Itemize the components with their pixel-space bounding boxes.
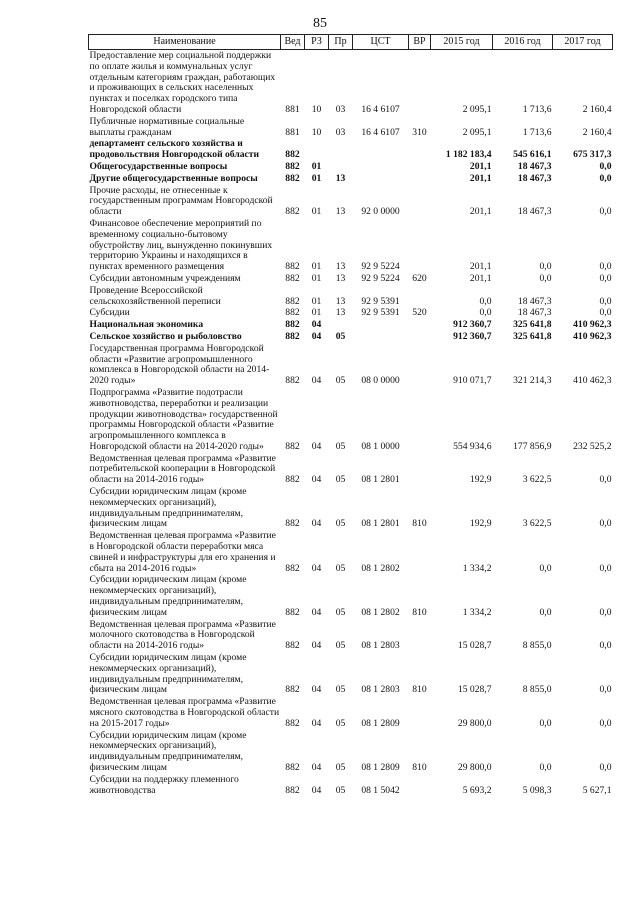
table-row xyxy=(89,652,613,696)
row-rz: 10 xyxy=(311,126,322,138)
row-2015: 1 334,2 xyxy=(462,562,492,574)
row-rz: 04 xyxy=(311,606,322,618)
table-row xyxy=(89,173,613,185)
row-2015: 29 800,0 xyxy=(457,717,492,729)
table-row xyxy=(89,619,613,652)
row-cst: 92 9 5224 xyxy=(361,272,400,284)
row-2017: 0,0 xyxy=(599,295,612,307)
row-rz: 04 xyxy=(311,518,322,530)
row-pr: 05 xyxy=(335,474,346,486)
row-name: Сельское хозяйство и рыболовство xyxy=(89,330,242,342)
row-rz: 04 xyxy=(311,562,322,574)
row-2017: 0,0 xyxy=(599,518,612,530)
row-pr xyxy=(329,138,353,161)
row-cst: 08 1 0000 xyxy=(361,440,400,452)
table-row xyxy=(89,50,613,116)
header-pr: Пр xyxy=(329,35,353,50)
row-2016: 0,0 xyxy=(539,261,552,273)
row-name: Субсидии на поддержку племенного животноводства xyxy=(89,773,239,796)
row-2017: 0,0 xyxy=(599,684,612,696)
row-vr xyxy=(409,619,431,652)
row-2015: 1 182 183,4 xyxy=(445,149,492,161)
row-name: Другие общегосударственные вопросы xyxy=(89,172,258,184)
table-row xyxy=(89,218,613,273)
row-pr: 03 xyxy=(335,103,346,115)
row-vr xyxy=(409,774,431,797)
row-cst: 08 1 2809 xyxy=(361,717,400,729)
row-2017: 675 317,3 xyxy=(573,149,612,161)
row-2016: 5 098,3 xyxy=(522,784,552,796)
row-2015: 554 934,6 xyxy=(453,440,492,452)
row-cst: 08 1 2802 xyxy=(361,606,400,618)
table-body xyxy=(89,50,613,797)
row-ved: 882 xyxy=(285,640,300,652)
row-2017: 0,0 xyxy=(599,272,612,284)
row-vr: 810 xyxy=(412,684,427,696)
row-rz: 04 xyxy=(311,440,322,452)
row-rz xyxy=(305,138,329,161)
row-2016: 8 855,0 xyxy=(522,640,552,652)
row-2017: 410 462,3 xyxy=(573,375,612,387)
row-vr xyxy=(409,185,431,218)
row-2016: 1 713,6 xyxy=(522,126,552,138)
row-2015: 910 071,7 xyxy=(453,375,492,387)
row-2015: 201,1 xyxy=(469,172,492,184)
header-rz: РЗ xyxy=(305,35,329,50)
table-header-row xyxy=(89,35,613,50)
table-row xyxy=(89,331,613,343)
row-vr: 810 xyxy=(412,518,427,530)
row-name: Субсидии юридическим лицам (кроме некоммерческих организаций), индивидуальным предпринимателям, физическим лицам xyxy=(89,486,247,530)
row-name: Проведение Всероссийской сельскохозяйственной переписи xyxy=(89,284,221,307)
row-pr: 13 xyxy=(335,206,346,218)
row-vr xyxy=(409,161,431,173)
table-row xyxy=(89,574,613,618)
row-rz: 04 xyxy=(311,330,322,342)
row-2017: 410 962,3 xyxy=(573,319,612,331)
row-2017: 0,0 xyxy=(599,474,612,486)
row-rz: 04 xyxy=(311,684,322,696)
page-number: 85 xyxy=(313,16,327,31)
row-rz: 04 xyxy=(311,319,322,331)
row-cst: 08 1 2801 xyxy=(361,518,400,530)
row-ved: 882 xyxy=(285,160,300,172)
row-2016: 0,0 xyxy=(539,562,552,574)
row-2017: 0,0 xyxy=(599,762,612,773)
row-ved: 882 xyxy=(285,440,300,452)
row-rz: 04 xyxy=(311,375,322,387)
row-2016: 0,0 xyxy=(539,762,552,773)
row-pr: 13 xyxy=(335,307,346,319)
row-pr: 05 xyxy=(335,440,346,452)
row-ved: 881 xyxy=(285,126,300,138)
row-2017: 2 160,4 xyxy=(582,103,612,115)
row-rz: 01 xyxy=(311,295,322,307)
row-2017: 0,0 xyxy=(599,606,612,618)
row-2016: 325 641,8 xyxy=(513,330,552,342)
row-2016: 0,0 xyxy=(539,717,552,729)
row-2017: 232 525,2 xyxy=(573,440,612,452)
row-name: Ведомственная целевая программа «Развитие молочного скотоводства в Новгородской области на 2014-2016 годы» xyxy=(89,618,276,652)
row-ved: 882 xyxy=(285,330,300,342)
row-vr xyxy=(409,218,431,273)
table-row xyxy=(89,285,613,308)
row-2015: 2 095,1 xyxy=(462,103,492,115)
row-pr: 05 xyxy=(335,717,346,729)
row-ved: 882 xyxy=(285,272,300,284)
row-vr: 620 xyxy=(412,272,427,284)
row-2015: 15 028,7 xyxy=(457,640,492,652)
row-ved: 882 xyxy=(285,375,300,387)
table-row xyxy=(89,774,613,797)
row-name: Общегосударственные вопросы xyxy=(89,160,228,172)
row-2016: 545 616,1 xyxy=(513,149,552,161)
row-2016: 18 467,3 xyxy=(517,172,552,184)
row-cst xyxy=(353,173,409,185)
row-2017: 0,0 xyxy=(599,172,612,184)
header-cst: ЦСТ xyxy=(353,35,409,50)
row-cst xyxy=(353,161,409,173)
row-cst: 08 1 2803 xyxy=(361,684,400,696)
row-2015: 29 800,0 xyxy=(457,762,492,773)
table-row xyxy=(89,273,613,285)
row-vr xyxy=(409,530,431,574)
header-2015: 2015 год xyxy=(431,35,493,50)
row-2016: 321 214,3 xyxy=(513,375,552,387)
row-2017: 2 160,4 xyxy=(582,126,612,138)
row-rz: 04 xyxy=(311,474,322,486)
row-name: Субсидии юридическим лицам (кроме некоммерческих организаций), индивидуальным предпринимателям, физическим лицам xyxy=(89,574,247,618)
row-2017: 0,0 xyxy=(599,206,612,218)
row-ved: 881 xyxy=(285,103,300,115)
row-2016: 3 622,5 xyxy=(522,518,552,530)
row-pr: 13 xyxy=(335,272,346,284)
row-cst xyxy=(353,319,409,331)
row-pr: 05 xyxy=(335,762,346,773)
row-vr xyxy=(409,173,431,185)
row-2017: 0,0 xyxy=(599,640,612,652)
row-2015: 912 360,7 xyxy=(453,319,492,331)
row-vr: 810 xyxy=(412,606,427,618)
row-2017: 5 627,1 xyxy=(582,784,612,796)
row-rz: 04 xyxy=(311,762,322,773)
row-2017: 410 962,3 xyxy=(573,330,612,342)
header-ved: Вед xyxy=(281,35,305,50)
row-2015: 0,0 xyxy=(479,307,492,319)
row-pr: 13 xyxy=(335,261,346,273)
row-name: Субсидии юридическим лицам (кроме некоммерческих организаций), индивидуальным предпринимателям, физическим лицам xyxy=(89,729,247,773)
table-row xyxy=(89,387,613,453)
row-vr xyxy=(409,343,431,387)
row-pr: 05 xyxy=(335,562,346,574)
row-rz: 01 xyxy=(311,307,322,319)
row-2017: 0,0 xyxy=(599,261,612,273)
row-2016: 8 855,0 xyxy=(522,684,552,696)
row-ved: 882 xyxy=(285,474,300,486)
row-name: Государственная программа Новгородской области «Развитие агропромышленного комплекса в Новгородской области на 2014-2020 годы» xyxy=(89,342,270,387)
row-rz: 04 xyxy=(311,640,322,652)
row-2015: 201,1 xyxy=(469,206,492,218)
row-2015: 15 028,7 xyxy=(457,684,492,696)
row-2016: 1 713,6 xyxy=(522,103,552,115)
row-pr: 13 xyxy=(335,295,346,307)
row-cst: 08 1 2803 xyxy=(361,640,400,652)
row-ved: 882 xyxy=(285,149,300,161)
budget-table xyxy=(88,34,613,796)
row-2016: 18 467,3 xyxy=(517,160,552,172)
row-vr xyxy=(409,331,431,343)
row-ved: 882 xyxy=(285,717,300,729)
row-name: Предоставление мер социальной поддержки по оплате жилья и коммунальных услуг отдельным категориям граждан, работающих и проживающих в сельских населенных пунктах и поселках городского типа Новгородской области xyxy=(89,50,276,115)
row-2015: 201,1 xyxy=(469,272,492,284)
row-vr xyxy=(409,387,431,453)
table-row xyxy=(89,486,613,530)
row-ved: 882 xyxy=(285,295,300,307)
row-2015: 1 334,2 xyxy=(462,606,492,618)
row-name: Подпрограмма «Развитие подотрасли животноводства, переработки и реализации продукции животноводства» государственной программы Новгородской области «Развитие агропромышленного комплекса в Новгородской области на 2014-2020 годы» xyxy=(89,386,278,452)
row-ved: 882 xyxy=(285,784,300,796)
row-cst: 92 0 0000 xyxy=(361,206,400,218)
table-row xyxy=(89,116,613,139)
header-vr: ВР xyxy=(409,35,431,50)
table-row xyxy=(89,730,613,774)
row-vr xyxy=(409,319,431,331)
table-row xyxy=(89,138,613,161)
row-ved: 882 xyxy=(285,261,300,273)
row-ved: 882 xyxy=(285,684,300,696)
row-vr: 520 xyxy=(412,307,427,319)
row-2017: 0,0 xyxy=(599,717,612,729)
row-name: Субсидии юридическим лицам (кроме некоммерческих организаций), индивидуальным предпринимателям, физическим лицам xyxy=(89,652,247,696)
table-row xyxy=(89,343,613,387)
row-name: Финансовое обеспечение мероприятий по временному социально-бытовому обустройству лиц, вынужденно покинувших территорию Украины и находящихся в пунктах временного размещения xyxy=(89,217,273,273)
row-ved: 882 xyxy=(285,206,300,218)
row-2015: 192,9 xyxy=(469,474,492,486)
row-cst: 16 4 6107 xyxy=(361,126,400,138)
row-2016: 3 622,5 xyxy=(522,474,552,486)
row-pr: 05 xyxy=(335,640,346,652)
row-ved: 882 xyxy=(285,762,300,773)
row-2015: 201,1 xyxy=(469,160,492,172)
table-row xyxy=(89,307,613,319)
row-cst xyxy=(353,331,409,343)
row-name: Национальная экономика xyxy=(89,319,204,331)
row-vr xyxy=(409,453,431,486)
row-2016: 0,0 xyxy=(539,272,552,284)
row-vr: 810 xyxy=(412,762,427,773)
row-name: Публичные нормативные социальные выплаты гражданам xyxy=(89,115,245,138)
row-2016: 177 856,9 xyxy=(513,440,552,452)
row-rz: 01 xyxy=(311,160,322,172)
row-name: Ведомственная целевая программа «Развитие в Новгородской области переработки мяса свиней и инфраструктуры для его хранения и сбыта на 2014-2016 годы» xyxy=(89,530,276,574)
row-name: Ведомственная целевая программа «Развитие потребительской кооперации в Новгородской области на 2014-2016 годы» xyxy=(89,452,276,486)
row-cst xyxy=(353,138,409,161)
row-2017: 0,0 xyxy=(599,160,612,172)
row-ved: 882 xyxy=(285,562,300,574)
row-vr xyxy=(409,138,431,161)
row-pr xyxy=(329,161,353,173)
row-cst: 16 4 6107 xyxy=(361,103,400,115)
row-rz: 10 xyxy=(311,103,322,115)
row-2016: 18 467,3 xyxy=(517,206,552,218)
row-vr xyxy=(409,285,431,308)
table-row xyxy=(89,530,613,574)
row-cst: 92 9 5391 xyxy=(361,295,400,307)
row-rz: 01 xyxy=(311,206,322,218)
row-2016: 18 467,3 xyxy=(517,295,552,307)
row-cst: 08 0 0000 xyxy=(361,375,400,387)
table-row xyxy=(89,185,613,218)
row-name: Ведомственная целевая программа «Развитие мясного скотоводства в Новгородской области на 2015-2017 годы» xyxy=(89,696,280,729)
table-row xyxy=(89,696,613,729)
row-vr xyxy=(409,50,431,116)
row-cst: 08 1 2801 xyxy=(361,474,400,486)
row-name: Прочие расходы, не отнесенные к государственным программам Новгородской области xyxy=(89,184,273,218)
row-cst: 92 9 5224 xyxy=(361,261,400,273)
row-ved: 882 xyxy=(285,606,300,618)
row-pr: 05 xyxy=(335,518,346,530)
table-row xyxy=(89,319,613,331)
row-2015: 5 693,2 xyxy=(462,784,492,796)
row-pr: 05 xyxy=(335,375,346,387)
row-name: Субсидии автономным учреждениям xyxy=(89,272,241,284)
row-pr: 05 xyxy=(335,684,346,696)
row-2016: 0,0 xyxy=(539,606,552,618)
row-2015: 912 360,7 xyxy=(453,330,492,342)
row-rz: 01 xyxy=(311,172,322,184)
row-ved: 882 xyxy=(285,307,300,319)
row-rz: 04 xyxy=(311,784,322,796)
row-2017: 0,0 xyxy=(599,307,612,319)
row-ved: 882 xyxy=(285,518,300,530)
row-name: департамент сельского хозяйства и продовольствия Новгородской области xyxy=(89,138,260,161)
row-pr xyxy=(329,319,353,331)
row-ved: 882 xyxy=(285,172,300,184)
row-pr: 03 xyxy=(335,126,346,138)
row-2015: 2 095,1 xyxy=(462,126,492,138)
row-rz: 04 xyxy=(311,717,322,729)
row-pr: 05 xyxy=(335,784,346,796)
header-2016: 2016 год xyxy=(493,35,553,50)
row-name: Субсидии xyxy=(89,307,130,319)
table-row xyxy=(89,453,613,486)
row-cst: 08 1 2809 xyxy=(361,762,400,773)
row-rz: 01 xyxy=(311,272,322,284)
header-2017: 2017 год xyxy=(553,35,613,50)
row-pr: 05 xyxy=(335,606,346,618)
row-pr: 05 xyxy=(335,330,346,342)
table-row xyxy=(89,161,613,173)
row-rz: 01 xyxy=(311,261,322,273)
row-2017: 0,0 xyxy=(599,562,612,574)
row-cst: 92 9 5391 xyxy=(361,307,400,319)
row-cst: 08 1 5042 xyxy=(361,784,400,796)
row-vr xyxy=(409,696,431,729)
row-2015: 192,9 xyxy=(469,518,492,530)
header-name: Наименование xyxy=(89,35,281,50)
row-cst: 08 1 2802 xyxy=(361,562,400,574)
row-2015: 201,1 xyxy=(469,261,492,273)
row-2016: 18 467,3 xyxy=(517,307,552,319)
row-2015: 0,0 xyxy=(479,295,492,307)
row-ved: 882 xyxy=(285,319,300,331)
row-2016: 325 641,8 xyxy=(513,319,552,331)
row-pr: 13 xyxy=(335,172,346,184)
row-vr: 310 xyxy=(412,126,427,138)
